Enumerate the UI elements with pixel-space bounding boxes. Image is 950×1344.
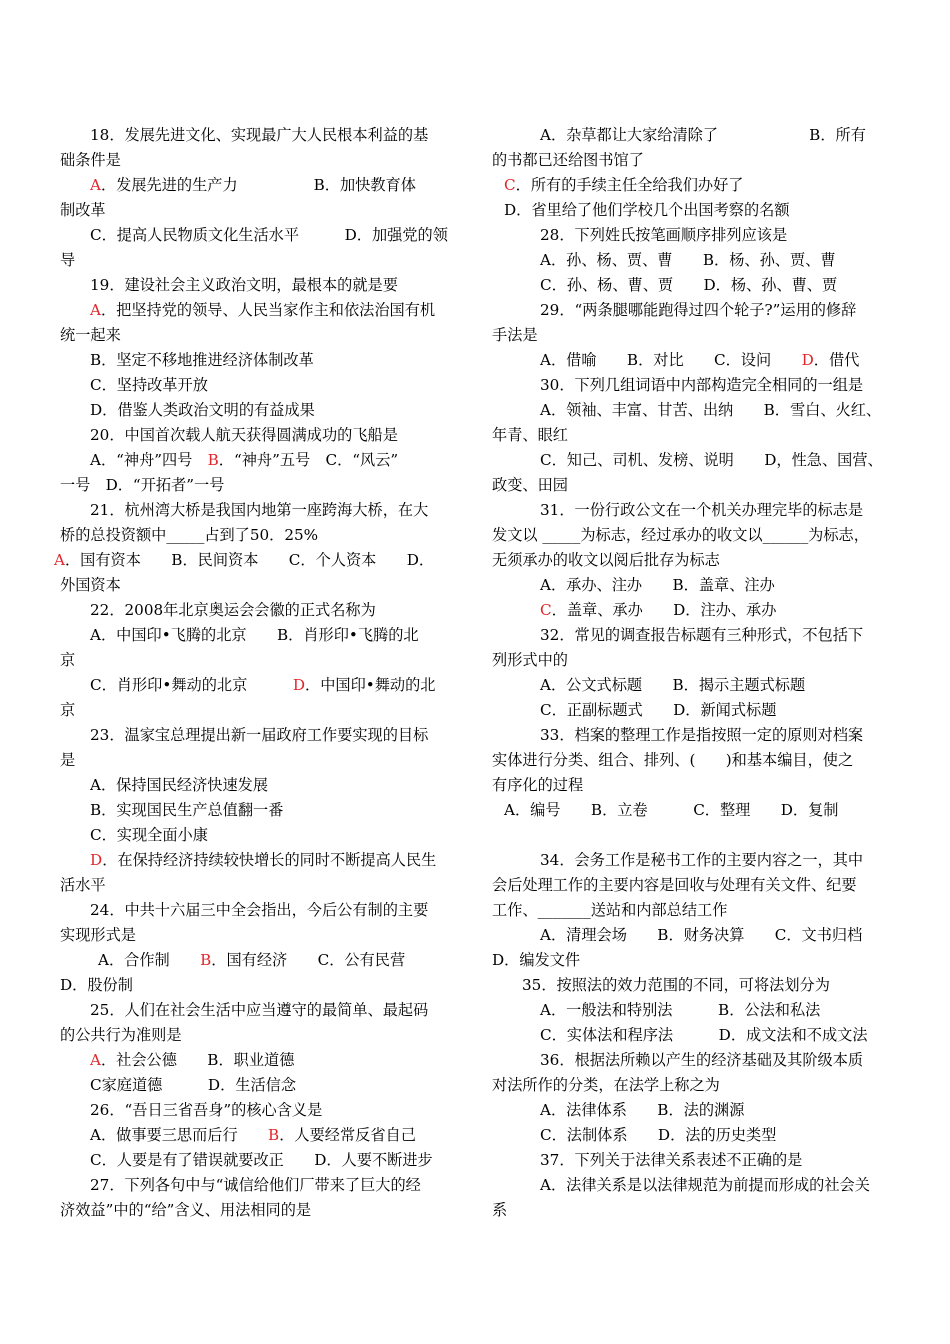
text-line xyxy=(90,123,474,148)
text-line xyxy=(540,498,906,523)
text-line xyxy=(492,323,906,348)
answer-letter: D xyxy=(801,351,814,369)
text-line xyxy=(90,623,474,648)
text-run: 的书都已还给图书馆了 xyxy=(492,151,644,169)
text-run: A．法律关系是以法律规范为前提而形成的社会关 xyxy=(540,1176,870,1194)
text-line xyxy=(90,1073,474,1098)
text-run: A．公文式标题 B．揭示主题式标题 xyxy=(540,676,806,694)
text-line xyxy=(60,573,474,598)
text-line xyxy=(540,723,906,748)
text-line xyxy=(492,773,906,798)
answer-letter: B xyxy=(207,451,219,469)
text-line xyxy=(90,298,474,323)
text-run: C．正副标题式 D．新闻式标题 xyxy=(540,701,777,719)
text-line xyxy=(60,923,474,948)
answer-letter: B xyxy=(200,951,212,969)
text-line xyxy=(90,1173,474,1198)
text-line xyxy=(54,548,474,573)
text-run: 济效益”中的“给”含义、用法相同的是 xyxy=(60,1201,312,1219)
answer-letter: A xyxy=(90,1051,101,1069)
text-line xyxy=(540,123,906,148)
text-run: 有序化的过程 xyxy=(492,776,584,794)
text-line xyxy=(540,373,906,398)
text-line xyxy=(492,948,906,973)
text-line xyxy=(90,823,474,848)
text-run: 础条件是 xyxy=(60,151,121,169)
text-run: 26．“吾日三省吾身”的核心含义是 xyxy=(90,1101,323,1119)
text-run: ．国有资本 B．民间资本 C．个人资本 D． xyxy=(64,551,435,569)
text-run: A．孙、杨、贾、曹 B．杨、孙、贾、曹 xyxy=(540,251,836,269)
text-run: A．一般法和特别法 B．公法和私法 xyxy=(540,1001,821,1019)
text-line xyxy=(504,173,906,198)
text-run: ．盖章、承办 D．注办、承办 xyxy=(551,601,777,619)
answer-letter: D xyxy=(90,851,103,869)
text-run: 制改革 xyxy=(60,201,106,219)
text-run: ．在保持经济持续较快增长的同时不断提高人民生 xyxy=(102,851,437,869)
text-run: 25．人们在社会生活中应当遵守的最简单、最起码 xyxy=(90,1001,429,1019)
text-line xyxy=(492,473,906,498)
text-line xyxy=(540,1023,906,1048)
answer-letter: D xyxy=(292,676,306,694)
text-line xyxy=(492,648,906,673)
text-run: 对法所作的分类，在法学上称之为 xyxy=(492,1076,720,1094)
left-column xyxy=(54,123,474,1223)
text-line xyxy=(540,1098,906,1123)
text-run: ．“神舟”五号 C．“风云” xyxy=(218,451,399,469)
text-line xyxy=(492,873,906,898)
text-run: A．合作制 xyxy=(98,951,201,969)
text-run: 35．按照法的效力范围的不同，可将法划分为 xyxy=(522,976,830,994)
text-line xyxy=(540,573,906,598)
text-run: 无须承办的收文以阅后批存为标志 xyxy=(492,551,720,569)
text-run: 32．常见的调查报告标题有三种形式，不包括下 xyxy=(540,626,864,644)
text-run: B．坚定不移地推进经济体制改革 xyxy=(90,351,314,369)
text-run: 的公共行为准则是 xyxy=(60,1026,182,1044)
text-line xyxy=(90,423,474,448)
text-line xyxy=(90,1148,474,1173)
text-run: A．清理会场 B．财务决算 C．文书归档 xyxy=(540,926,863,944)
text-line xyxy=(540,398,906,423)
text-run: 工作、_______送站和内部总结工作 xyxy=(492,901,728,919)
answer-letter: C xyxy=(540,601,552,619)
text-line xyxy=(540,348,906,373)
text-run: 37．下列关于法律关系表述不正确的是 xyxy=(540,1151,803,1169)
text-run: D．编发文件 xyxy=(492,951,581,969)
text-line xyxy=(540,1048,906,1073)
text-run: 实现形式是 xyxy=(60,926,136,944)
text-run: 实体进行分类、组合、排列、( )和基本编目，使之 xyxy=(492,751,854,769)
text-run: 发文以 _____为标志，经过承办的收文以______为标志， xyxy=(492,526,869,544)
text-run: 22．2008年北京奥运会会徽的正式名称为 xyxy=(90,601,376,619)
text-line xyxy=(540,223,906,248)
text-run: 外国资本 xyxy=(60,576,121,594)
text-line xyxy=(540,923,906,948)
text-run: B．实现国民生产总值翻一番 xyxy=(90,801,284,819)
text-line xyxy=(60,648,474,673)
text-line xyxy=(540,848,906,873)
text-line xyxy=(90,673,474,698)
text-run: 活水平 xyxy=(60,876,106,894)
text-line xyxy=(90,848,474,873)
answer-letter: A xyxy=(54,551,65,569)
text-run: ．把坚持党的领导、人民当家作主和依法治国有机 xyxy=(100,301,436,319)
text-line xyxy=(540,623,906,648)
text-line xyxy=(540,1123,906,1148)
text-run: 33．档案的整理工作是指按照一定的原则对档案 xyxy=(540,726,864,744)
text-line xyxy=(90,373,474,398)
text-run: C．肖形印•舞动的北京 xyxy=(90,676,293,694)
text-run: 21．杭州湾大桥是我国内地第一座跨海大桥，在大 xyxy=(90,501,429,519)
text-line xyxy=(540,448,906,473)
text-line xyxy=(90,498,474,523)
text-run: 36．根据法所赖以产生的经济基础及其阶级本质 xyxy=(540,1051,864,1069)
text-line xyxy=(492,523,906,548)
text-run: C．坚持改革开放 xyxy=(90,376,208,394)
text-run: 手法是 xyxy=(492,326,538,344)
text-line xyxy=(540,673,906,698)
text-line xyxy=(60,248,474,273)
text-line xyxy=(90,273,474,298)
text-line xyxy=(522,973,906,998)
text-run: 年青、眼红 xyxy=(492,426,568,444)
text-run: C．实体法和程序法 D．成文法和不成文法 xyxy=(540,1026,868,1044)
text-run: 会后处理工作的主要内容是回收与处理有关文件、纪要 xyxy=(492,876,857,894)
text-run: 34．会务工作是秘书工作的主要内容之一，其中 xyxy=(540,851,864,869)
text-line xyxy=(492,1073,906,1098)
text-line xyxy=(60,973,474,998)
text-run: 24．中共十六届三中全会指出，今后公有制的主要 xyxy=(90,901,429,919)
text-run: D．省里给了他们学校几个出国考察的名额 xyxy=(504,201,790,219)
text-run: ．发展先进的生产力 B．加快教育体 xyxy=(100,176,416,194)
text-run: C．提高人民物质文化生活水平 D．加强党的领 xyxy=(90,226,448,244)
text-line xyxy=(90,223,474,248)
text-line xyxy=(60,698,474,723)
text-run: D．股份制 xyxy=(60,976,133,994)
text-run: C．实现全面小康 xyxy=(90,826,208,844)
text-line xyxy=(540,273,906,298)
text-run: ．人要经常反省自己 xyxy=(279,1126,416,1144)
text-line xyxy=(504,198,906,223)
text-line xyxy=(90,898,474,923)
text-run: 一号 D．“开拓者”一号 xyxy=(60,476,225,494)
text-run: C．人要是有了错误就要改正 D．人要不断进步 xyxy=(90,1151,433,1169)
text-run: 18．发展先进文化、实现最广大人民根本利益的基 xyxy=(90,126,429,144)
text-run: A．法律体系 B．法的渊源 xyxy=(540,1101,745,1119)
answer-letter: B xyxy=(268,1126,280,1144)
text-line xyxy=(60,873,474,898)
text-run: ．社会公德 B．职业道德 xyxy=(100,1051,295,1069)
text-line xyxy=(492,548,906,573)
text-line xyxy=(98,948,474,973)
answer-letter: A xyxy=(90,301,101,319)
text-run: 导 xyxy=(60,251,76,269)
text-run: ．国有经济 C．公有民营 xyxy=(211,951,406,969)
text-line xyxy=(540,698,906,723)
text-run: C．法制体系 D．法的历史类型 xyxy=(540,1126,777,1144)
text-line xyxy=(492,748,906,773)
text-line xyxy=(60,1023,474,1048)
text-line xyxy=(90,398,474,423)
text-run: 27．下列各句中与“诚信给他们厂带来了巨大的经 xyxy=(90,1176,421,1194)
text-line xyxy=(492,423,906,448)
text-line xyxy=(90,1048,474,1073)
text-line xyxy=(540,1173,906,1198)
text-run: 桥的总投资额中_____占到了50．25% xyxy=(60,526,319,544)
text-line xyxy=(540,298,906,323)
text-run: 31．一份行政公文在一个机关办理完毕的标志是 xyxy=(540,501,864,519)
text-run: C家庭道德 D．生活信念 xyxy=(90,1076,297,1094)
text-line xyxy=(90,773,474,798)
text-line xyxy=(540,248,906,273)
text-run: A．编号 B．立卷 C．整理 D．复制 xyxy=(504,801,839,819)
text-line xyxy=(90,998,474,1023)
text-line xyxy=(540,598,906,623)
text-run: 统一起来 xyxy=(60,326,121,344)
text-run: A．中国印•飞腾的北京 B．肖形印•飞腾的北 xyxy=(90,626,419,644)
text-line xyxy=(60,473,474,498)
text-run: 列形式中的 xyxy=(492,651,568,669)
text-line xyxy=(90,598,474,623)
text-line xyxy=(492,898,906,923)
text-line xyxy=(60,148,474,173)
text-line xyxy=(90,1098,474,1123)
text-run: 20．中国首次载人航天获得圆满成功的飞船是 xyxy=(90,426,398,444)
text-run: A．领袖、丰富、甘苦、出纳 B．雪白、火红、 xyxy=(540,401,882,419)
text-line xyxy=(540,1148,906,1173)
text-run: A．保持国民经济快速发展 xyxy=(90,776,269,794)
text-line xyxy=(90,348,474,373)
text-line xyxy=(504,798,906,823)
text-line xyxy=(90,173,474,198)
text-line xyxy=(90,723,474,748)
text-line xyxy=(492,148,906,173)
text-run: 30．下列几组词语中内部构造完全相同的一组是 xyxy=(540,376,864,394)
text-line xyxy=(60,198,474,223)
text-run: A．做事要三思而后行 xyxy=(90,1126,269,1144)
text-run: D．借鉴人类政治文明的有益成果 xyxy=(90,401,315,419)
right-column xyxy=(492,123,906,1223)
text-run: C．知己、司机、发榜、说明 D，性急、国营、 xyxy=(540,451,883,469)
answer-letter: A xyxy=(90,176,101,194)
text-run: 29．“两条腿哪能跑得过四个轮子?”运用的修辞 xyxy=(540,301,857,319)
text-run: 23．温家宝总理提出新一届政府工作要实现的目标 xyxy=(90,726,429,744)
text-line xyxy=(492,1198,906,1223)
text-run: ．所有的手续主任全给我们办好了 xyxy=(515,176,744,194)
text-line xyxy=(90,798,474,823)
text-run: 28．下列姓氏按笔画顺序排列应该是 xyxy=(540,226,788,244)
text-run: 是 xyxy=(60,751,76,769)
text-run: ．中国印•舞动的北 xyxy=(305,676,436,694)
text-run: 京 xyxy=(60,651,76,669)
text-run: 京 xyxy=(60,701,76,719)
text-run: A．借喻 B．对比 C．设问 xyxy=(540,351,802,369)
text-run: A．杂草都让大家给清除了 B．所有 xyxy=(540,126,866,144)
text-run: 19．建设社会主义政治文明，最根本的就是要 xyxy=(90,276,398,294)
text-line xyxy=(90,1123,474,1148)
text-line xyxy=(540,998,906,1023)
text-run: A．“神舟”四号 xyxy=(90,451,208,469)
text-run: ．借代 xyxy=(813,351,860,369)
text-line xyxy=(60,323,474,348)
answer-letter: C xyxy=(504,176,516,194)
text-run: 政变、田园 xyxy=(492,476,568,494)
text-line xyxy=(60,523,474,548)
text-line xyxy=(90,448,474,473)
text-run: C．孙、杨、曹、贾 D．杨、孙、曹、贾 xyxy=(540,276,838,294)
blank-line xyxy=(492,823,906,848)
text-run: A．承办、注办 B．盖章、注办 xyxy=(540,576,775,594)
text-line xyxy=(60,1198,474,1223)
text-line xyxy=(60,748,474,773)
text-run: 系 xyxy=(492,1201,508,1219)
